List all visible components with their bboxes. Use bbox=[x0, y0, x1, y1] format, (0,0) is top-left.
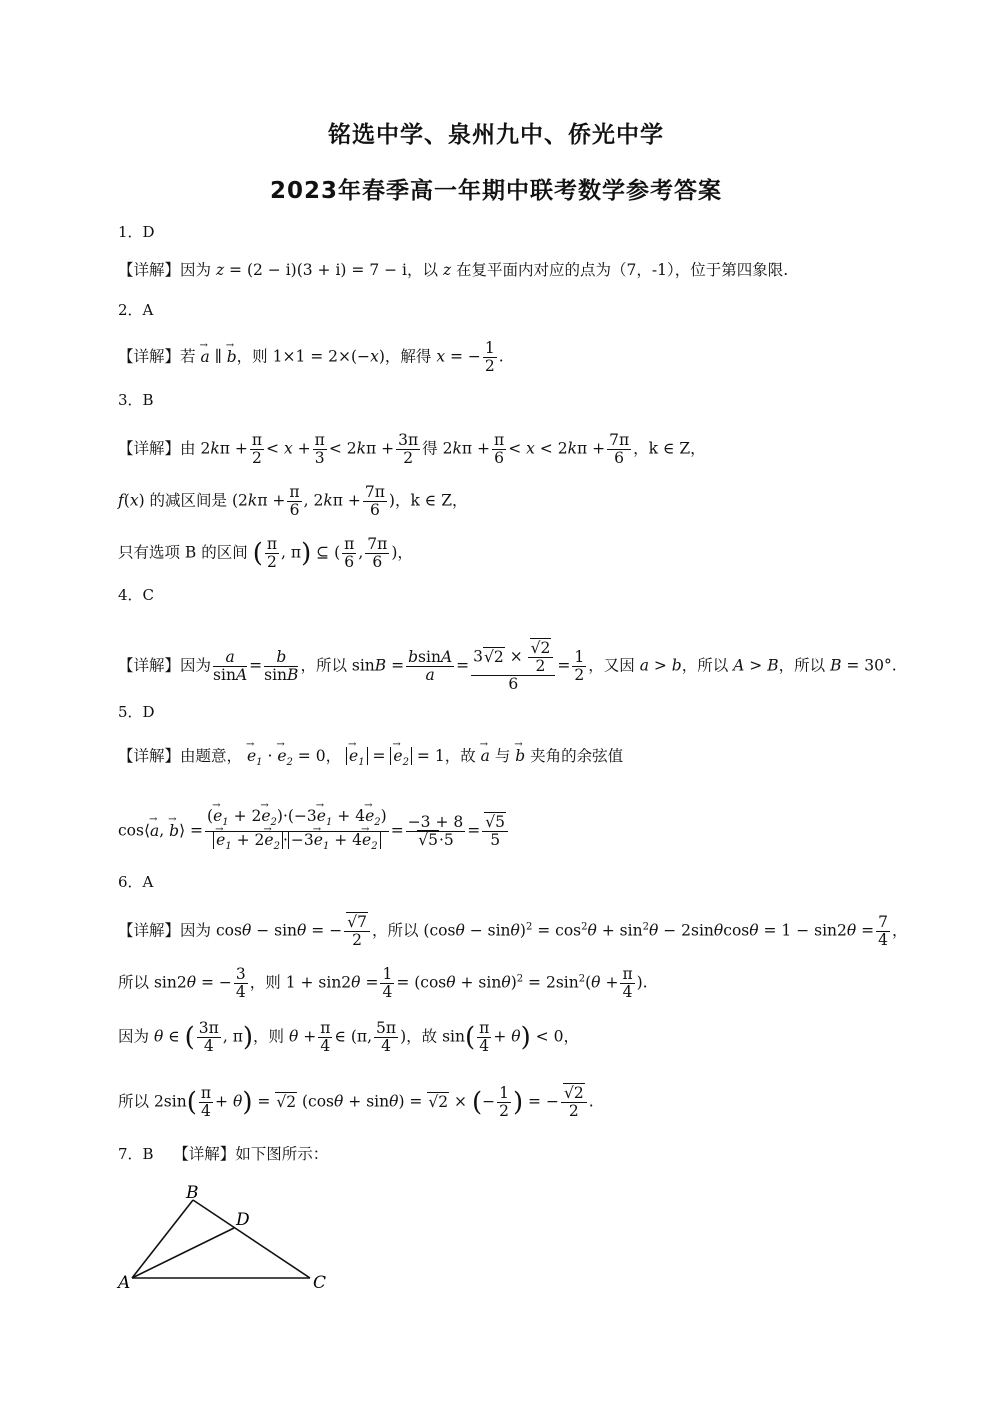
answer-2: 2．A bbox=[118, 301, 154, 319]
q5-detail-1: 【详解】由题意， → $e_1$ · → $e_2 = 0$， → $e_1$ = → $e_2 = 1$，故 → a 与 → b 夹角的余弦值 bbox=[118, 746, 623, 773]
segment-ab bbox=[132, 1200, 193, 1278]
q4-detail: 【详解】因为 $\frac{a}{\sin A}$ = $\frac{b}{\sin B}$ ，所以 sinB = $\frac{bsinA}{a}$ = 3√2 × $\frac{√2}{2}$ 6 = $\frac{1}{2}$ ，又因 a > b，所以 A > B，所以 B = 30°. bbox=[118, 639, 897, 693]
label-d: D bbox=[236, 1210, 250, 1230]
q3-detail-1: 【详解】由 2kπ + $\frac{\pi}{2}$ < x + $\frac{\pi}{3}$ < 2kπ + $\frac{3\pi}{2}$ 得 2kπ + $\frac{\pi}{6}$ < x < 2kπ + $\frac{7\pi}{6}$ ，k ∈ Z， bbox=[118, 431, 706, 467]
answer-3: 3．B bbox=[118, 391, 154, 409]
q6-detail-4: 所以 2sin( $\frac{\pi}{4}$ + θ) = √2 (cosθ + sinθ) = √2 × (− $\frac{1}{2}$ ) = − $\frac{√2}{2}$ . bbox=[118, 1084, 594, 1120]
q5-detail-2: cos⟨→ a, → b⟩ = (→ $e_1 + 2\to e_2)\cdot(-3\to e_1 + 4\to e_2)$ → $e_1 + 2\to e_2 \cdot -3\to e_1 + 4\to e_2$ = $\frac{-3 + 8}{√5\cdot 5}$ = $\frac{√5}{5}$ bbox=[118, 808, 510, 855]
q1-detail: 【详解】因为 z = (2 − i)(3 + i) = 7 − i，以 z 在复平面内对应的点为（7，-1），位于第四象限. bbox=[118, 261, 789, 279]
triangle-figure bbox=[110, 1178, 340, 1298]
answer-6: 6．A bbox=[118, 873, 154, 891]
q7-line: 7．B 【详解】如下图所示： bbox=[118, 1145, 329, 1163]
exam-title: 2023年春季高一年期中联考数学参考答案 bbox=[269, 178, 722, 204]
answer-7: 7．B bbox=[118, 1145, 154, 1163]
q6-detail-2: 所以 sin2θ = − $\frac{3}{4}$ ，则 1 + sin2θ = $\frac{1}{4}$ = $(\cos\theta + \sin\theta)^2 = 2\sin^2(\theta$ + $\frac{\pi}{4}$ ). bbox=[118, 965, 648, 1001]
q6-detail-1: 【详解】因为 cosθ − sinθ = − $\frac{√7}{2}$ ，所以 $(\cos\theta - \sin\theta)^2 = \cos^2\theta + \sin^2\theta - 2\sin\theta\cos\theta = 1 - \sin 2\theta$ = $\frac{7}{4}$ ， bbox=[118, 913, 908, 949]
label-a: A bbox=[118, 1273, 131, 1293]
q6-detail-3: 因为 θ ∈ ( $\frac{3\pi}{4}$ , π)，则 θ + $\frac{\pi}{4}$ ∈ (π, $\frac{5\pi}{4}$ )，故 sin( $\frac{\pi}{4}$ + θ) < 0， bbox=[118, 1019, 579, 1055]
answer-5: 5．D bbox=[118, 703, 155, 721]
label-b: B bbox=[186, 1183, 199, 1203]
school-line: 铭选中学、泉州九中、侨光中学 bbox=[328, 122, 664, 148]
answer-4: 4．C bbox=[118, 586, 155, 604]
q2-detail: 【详解】若 → a ∥ → b，则 1×1 = 2×(−x)，解得 x = − $\frac{1}{2}$ . bbox=[118, 340, 504, 375]
segment-ad bbox=[132, 1228, 234, 1278]
q3-detail-2: f(x) 的减区间是 (2kπ + $\frac{\pi}{6}$ , 2kπ + $\frac{7\pi}{6}$ )，k ∈ Z， bbox=[118, 483, 468, 519]
answer-1: 1．D bbox=[118, 223, 155, 241]
q3-detail-3: 只有选项 B 的区间 ( $\frac{\pi}{2}$ , π) ⊆ ( $\frac{\pi}{6}$ , $\frac{7\pi}{6}$ )， bbox=[118, 535, 413, 571]
label-c: C bbox=[313, 1273, 327, 1293]
